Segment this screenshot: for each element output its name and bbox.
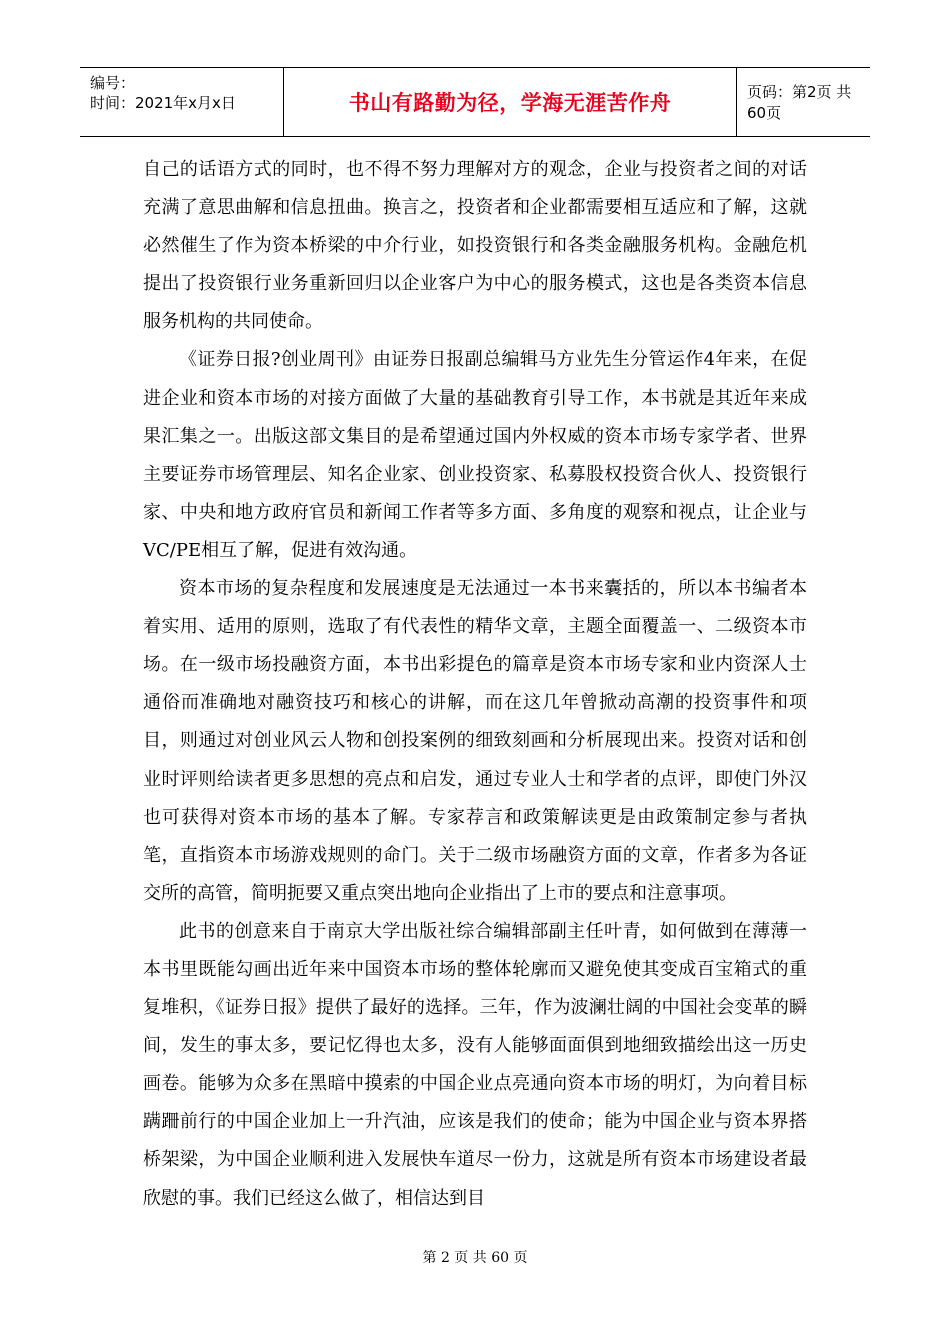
paragraph-3: 资本市场的复杂程度和发展速度是无法通过一本书来囊括的，所以本书编者本着实用、适用的原则，选取了有代表性的精华文章，主题全面覆盖一、二级资本市场。在一级市场投融资方面，本书出彩提色的篇章是资本市场专家和业内资深人士通俗而准确地对融资技巧和核心的讲解，而在这几年曾掀动高潮的投资事件和项目，则通过对创业风云人物和创投案例的细致刻画和分析展现出来。投资对话和创业时评则给读者更多思想的亮点和启发，通过专业人士和学者的点评，即使门外汉也可获得对资本市场的基本了解。专家荐言和政策解读更是由政策制定参与者执笔，直指资本市场游戏规则的命门。关于二级市场融资方面的文章，作者多为各证交所的高管，简明扼要又重点突出地向企业指出了上市的要点和注意事项。 [143,578,807,904]
document-body [143,151,807,1218]
paragraph-2: 《证券日报?创业周刊》由证券日报副总编辑马方业先生分管运作4年来，在促进企业和资本市场的对接方面做了大量的基础教育引导工作，本书就是其近年来成果汇集之一。出版这部文集目的是希望通过国内外权威的资本市场专家学者、世界主要证券市场管理层、知名企业家、创业投资家、私募股权投资合伙人、投资银行家、中央和地方政府官员和新闻工作者等多方面、多角度的观察和视点，让企业与VC/PE相互了解，促进有效沟通。 [143,349,807,561]
page-header [80,67,870,137]
number-label: 编号： [90,74,136,92]
header-page-info: 页码：第2页 共60页 [747,83,852,122]
paragraph-1: 自己的话语方式的同时，也不得不努力理解对方的观念，企业与投资者之间的对话充满了意思曲解和信息扭曲。换言之，投资者和企业都需要相互适应和了解，这就必然催生了作为资本桥梁的中介行业，如投资银行和各类金融服务机构。金融危机提出了投资银行业务重新回归以企业客户为中心的服务模式，这也是各类资本信息服务机构的共同使命。 [143,159,807,333]
header-motto: 书山有路勤为径，学海无涯苦作舟 [284,68,737,136]
paragraph-4: 此书的创意来自于南京大学出版社综合编辑部副主任叶青，如何做到在薄薄一本书里既能勾画出近年来中国资本市场的整体轮廓而又避免使其变成百宝箱式的重复堆积，《证券日报》提供了最好的选择。三年，作为波澜壮阔的中国社会变革的瞬间，发生的事太多，要记忆得也太多，没有人能够面面俱到地细致描绘出这一历史画卷。能够为众多在黑暗中摸索的中国企业点亮通向资本市场的明灯，为向着目标蹒跚前行的中国企业加上一升汽油，应该是我们的使命；能为中国企业与资本界搭桥架梁，为中国企业顺利进入发展快车道尽一份力，这就是所有资本市场建设者最欣慰的事。我们已经这么做了，相信达到目 [143,920,807,1209]
page-footer: 第 2 页 共 60 页 [422,1250,528,1266]
time-label: 时间：2021年x月x日 [90,94,236,112]
header-meta [80,68,284,136]
